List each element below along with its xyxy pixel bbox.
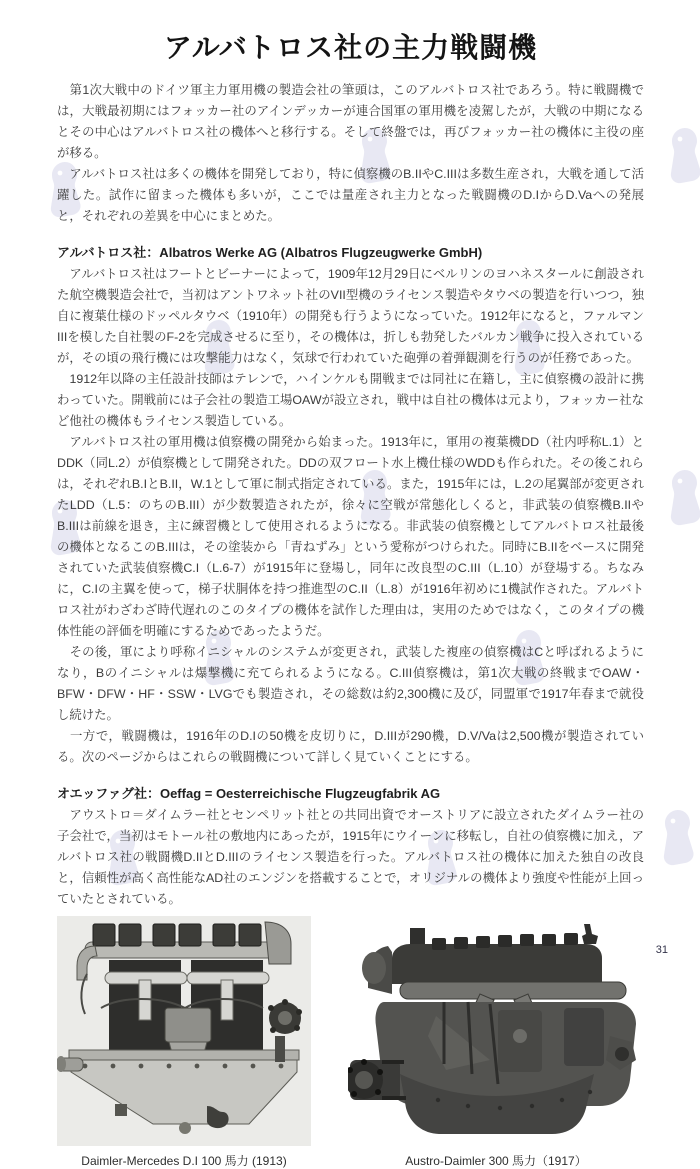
section-heading-oeffag: オエッファグ社：Oeffag = Oesterreichische Flugzeugfabrik AG — [57, 786, 441, 801]
caption-austro-daimler: Austro-Daimler 300 馬力（1917） — [405, 1154, 587, 1168]
albatros-paragraph-4: その後，軍により呼称イニシャルのシステムが変更され，武装した複座の偵察機はCと呼ばれるようになり，Bのイニシャルは爆撃機に充てられるようになる。C.III偵察機は，第1次大戦の終戦までOAW・BFW・DFW・HF・SSW・LVGでも製造され，その総数は約2,300機に及び，同盟軍で1917年春まで就役し続けた。 — [57, 645, 644, 722]
oeffag-paragraph-1: アウストロ＝ダイムラー社とセンペリット社との共同出資でオーストリアに設立されたダイムラー社の子会社で，当初はモトール社の敷地内にあったが，1915年にウイーンに移転し，自社の偵察機に加え，アルバトロス社の戦闘機D.IIとD.IIIのライセンス製造を行った。アルバトロス社の機体に加えた独自の改良と，信頼性が高く高性能なAD社のエンジンを搭載することで，オリジナルの機体より強度や性能が上回っていたとされている。 — [57, 808, 644, 906]
engine-photos-row — [57, 916, 644, 1169]
intro-paragraph-2: アルバトロス社は多くの機体を開発しており，特に偵察機のB.IIやC.IIIは多数生産され，大戦を通して活躍した。試作に留まった機体も多いが，ここでは量産され主力となった戦闘機のD.IからD.Vaへの発展と，それぞれの差異を中心にまとめた。 — [57, 167, 644, 223]
engine-photo-austro-daimler — [348, 924, 644, 1146]
caption-daimler-mercedes: Daimler-Mercedes D.I 100 馬力 (1913) — [81, 1154, 287, 1168]
page-title: アルバトロス社の主力戦闘機 — [163, 32, 538, 63]
albatros-paragraph-1: アルバトロス社はフートとビーナーによって，1909年12月29日にベルリンのヨハネスタールに創設された航空機製造会社で，当初はアントワネット社のVII型機のライセンス製造やタウベの製造を行いつつ，独自に複葉仕様のドッペルタウベ（1910年）の開発も行うようになっていた。1912年になると，ファルマンIIIを模した自社製のF-2を完成させるに至り，その機体は，折しも勃発したバルカン戦争に投入されているが，その頃の飛行機には攻撃能力はなく，気球で行われていた砲弾の着弾観測を行うのが任務であった。 — [57, 267, 644, 365]
engine-photo-daimler-mercedes — [57, 916, 311, 1146]
intro-paragraph-1: 第1次大戦中のドイツ軍主力軍用機の製造会社の筆頭は，このアルバトロス社であろう。特に戦闘機では，大戦最初期にはフォッカー社のアインデッカーが連合国軍の軍用機を凌駕したが，大戦の中期になるとその中心はアルバトロス社の機体へと移行する。そして終盤では，再びフォッカー社の機体に主役の座が移る。 — [57, 83, 644, 160]
albatros-paragraph-2: 1912年以降の主任設計技師はテレンで，ハインケルも開戦までは同社に在籍し，主に偵察機の設計に携わっていた。開戦前には子会社の製造工場OAWが設立され，戦中は自社の機体は元より，フォッカー社など他社の機体もライセンス製造している。 — [57, 372, 644, 428]
figure-daimler-mercedes — [57, 916, 311, 1169]
section-heading-albatros: アルバトロス社：Albatros Werke AG (Albatros Flugzeugwerke GmbH) — [57, 245, 483, 260]
albatros-paragraph-3: アルバトロス社の軍用機は偵察機の開発から始まった。1913年に，軍用の複葉機DD（社内呼称L.1）とDDK（同L.2）が偵察機として開発された。DDの双フロート水上機仕様のWDDも作られた。その後これらは，それぞれB.IとB.II，W.1として軍に制式指定されている。また，1915年には，L.2の尾翼部が変更されたLDD（L.5：のちのB.III）が少数製造されたが，徐々に空戦が常態化しくると，非武装の偵察機B.IIやB.IIIは前線を退き，主に練習機として使用されるようになる。非武装の偵察機としてアルバトロス社最後の機体となるこのB.IIIは，その塗装から「青ねずみ」という愛称がつけられた。同時にB.IIをベースに開発されていた武装偵察機C.I（L.6-7）が1915年に登場し，同年に改良型のC.III（L.10）が登場する。ちなみに，C.Iの主翼を使って，梯子状胴体を持つ推進型のC.II（L.8）が1916年初めに1機試作された。アルバトロス社がわざわざ時代遅れのこのタイプの機体を試作した理由は，実用のためではなく，このタイプの機体性能の評価を明確にするためであったようだ。 — [57, 435, 644, 638]
albatros-paragraph-5: 一方で，戦闘機は，1916年のD.Iの50機を皮切りに，D.IIIが290機，D.V/Vaは2,500機が製造されている。次のページからはこれらの戦闘機について詳しく見ていくことにする。 — [57, 729, 644, 764]
figure-austro-daimler — [348, 924, 644, 1169]
page-number: 31 — [655, 944, 668, 956]
